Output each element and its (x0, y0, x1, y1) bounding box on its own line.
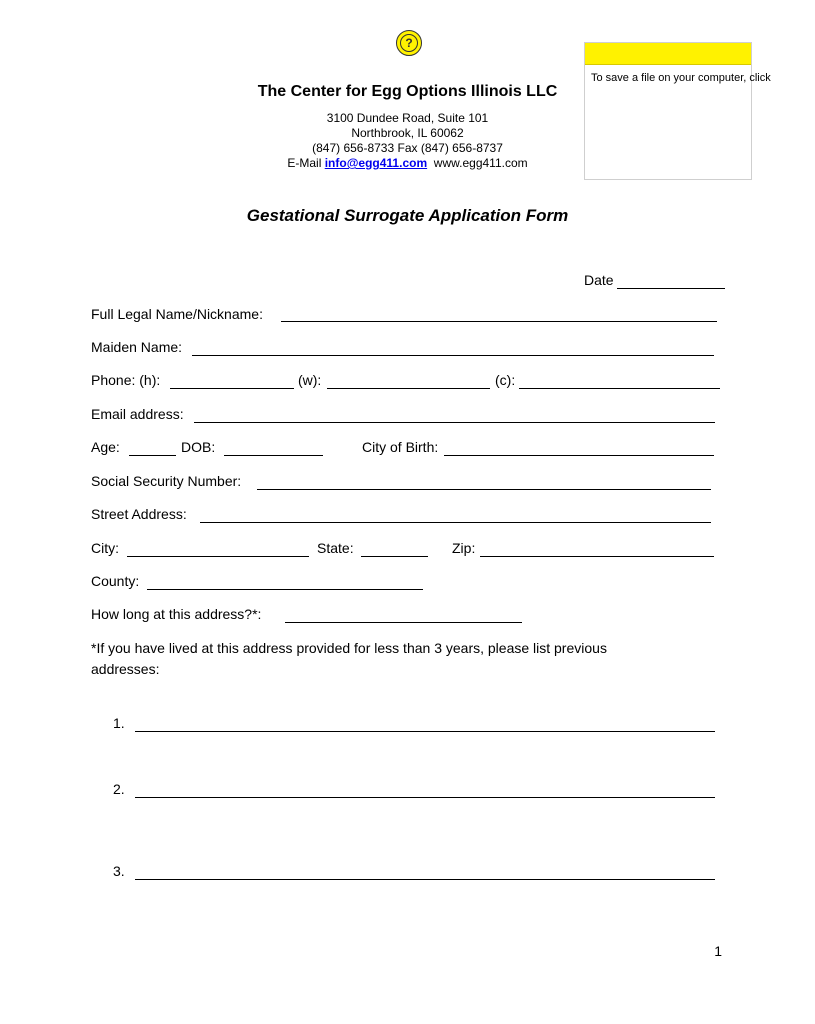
email-field[interactable] (194, 422, 715, 423)
state-field[interactable] (361, 556, 428, 557)
state-label: State: (317, 540, 354, 556)
phone-work-label: (w): (298, 372, 322, 388)
phone-home-field[interactable] (170, 388, 294, 389)
full-name-label: Full Legal Name/Nickname: (91, 306, 263, 322)
phone-work-field[interactable] (327, 388, 490, 389)
ssn-label: Social Security Number: (91, 473, 242, 489)
previous-address-number: 2. (113, 781, 125, 797)
dob-label: DOB: (181, 439, 216, 455)
sticky-note-titlebar[interactable] (585, 43, 751, 65)
county-label: County: (91, 573, 140, 589)
organization-name: The Center for Egg Options Illinois LLC (257, 83, 558, 100)
street-address-label: Street Address: (91, 506, 187, 522)
how-long-field[interactable] (285, 622, 522, 623)
city-of-birth-field[interactable] (444, 455, 714, 456)
how-long-label: How long at this address?*: (91, 606, 262, 622)
form-title: Gestational Surrogate Application Form (246, 206, 569, 225)
ssn-field[interactable] (257, 489, 711, 490)
contact-line (0, 156, 815, 170)
page-number: 1 (714, 943, 722, 959)
previous-address-3-field[interactable] (135, 879, 715, 880)
website-text: www.egg411.com (433, 156, 528, 170)
help-icon[interactable] (396, 30, 422, 56)
city-of-birth-label: City of Birth: (362, 439, 439, 455)
phone-cell-label: (c): (495, 372, 516, 388)
zip-field[interactable] (480, 556, 714, 557)
previous-address-note-line2: addresses: (91, 661, 160, 677)
previous-address-number: 1. (113, 715, 125, 731)
age-label: Age: (91, 439, 120, 455)
previous-address-note-line1: *If you have lived at this address provided for less than 3 years, please list previous (91, 640, 607, 656)
city-field[interactable] (127, 556, 309, 557)
dob-field[interactable] (224, 455, 323, 456)
address-line-1: 3100 Dundee Road, Suite 101 (326, 111, 489, 125)
previous-address-number: 3. (113, 863, 125, 879)
phone-home-label: Phone: (h): (91, 372, 161, 388)
sticky-note-text: To save a file on your computer, click (591, 72, 771, 84)
date-field[interactable] (617, 288, 725, 289)
previous-address-2-field[interactable] (135, 797, 715, 798)
county-field[interactable] (147, 589, 423, 590)
phone-fax-line: (847) 656-8733 Fax (847) 656-8737 (312, 141, 503, 155)
date-label: Date (584, 272, 614, 288)
previous-address-1-field[interactable] (135, 731, 715, 732)
street-address-field[interactable] (200, 522, 711, 523)
full-name-field[interactable] (281, 321, 717, 322)
maiden-name-label: Maiden Name: (91, 339, 183, 355)
maiden-name-field[interactable] (192, 355, 714, 356)
phone-cell-field[interactable] (519, 388, 720, 389)
email-label: Email address: (91, 406, 184, 422)
question-mark-icon: ? (400, 34, 418, 52)
zip-label: Zip: (452, 540, 476, 556)
email-prefix: E-Mail (287, 156, 322, 170)
address-line-2: Northbrook, IL 60062 (351, 126, 464, 140)
city-label: City: (91, 540, 119, 556)
email-link[interactable]: info@egg411.com (324, 156, 428, 170)
age-field[interactable] (129, 455, 176, 456)
